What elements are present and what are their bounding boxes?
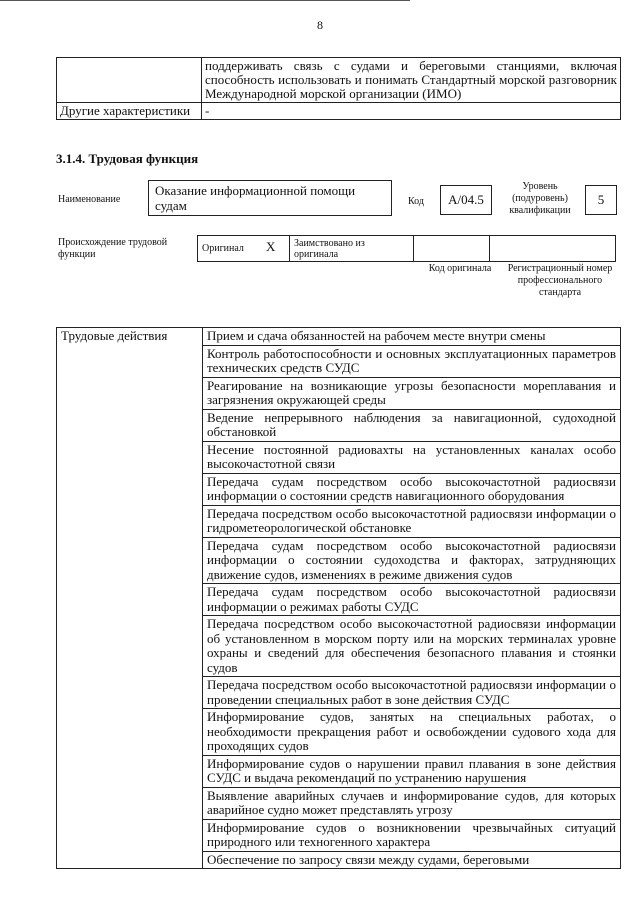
row-label: Другие характеристики bbox=[57, 103, 202, 120]
original-mark: X bbox=[266, 239, 276, 254]
origin-label: Происхождение трудовой функции bbox=[58, 237, 168, 260]
row-text: - bbox=[202, 103, 621, 120]
original-cell bbox=[198, 236, 290, 262]
labor-action-item: Несение постоянной радиовахты на установленных каналах особо высокочастотной связи bbox=[203, 441, 621, 473]
labor-action-item: Передача судам посредством особо высокочастотной радиосвязи информации о состоянии средств навигационного оборудования bbox=[203, 473, 621, 505]
level-box bbox=[585, 185, 617, 215]
continuation-table bbox=[56, 57, 621, 120]
section-title: 3.1.4. Трудовая функция bbox=[56, 151, 199, 166]
labor-action-item: Контроль работоспособности и основных эксплуатационных параметров технических средств СУДС bbox=[203, 345, 621, 377]
labor-action-item: Информирование судов, занятых на специальных работах, о необходимости прекращения работ и освобождении судового хода для проходящих судов bbox=[203, 709, 621, 756]
labor-action-item: Ведение непрерывного наблюдения за навигационной, судоходной обстановкой bbox=[203, 409, 621, 441]
code-box bbox=[440, 185, 492, 215]
labor-action-item: Информирование судов о возникновении чрезвычайных ситуаций природного или техногенного характера bbox=[203, 819, 621, 851]
origin-table bbox=[197, 235, 616, 262]
labor-action-item: Передача посредством особо высокочастотной радиосвязи информации об установленном в морском порту или на морских терминалах уровне охраны и сведений для обеспечения безопасного плавания и стоянки судов bbox=[203, 616, 621, 677]
original-label: Оригинал bbox=[202, 243, 244, 254]
labor-action-item: Прием и сдача обязанностей на рабочем месте внутри смены bbox=[203, 328, 621, 346]
labor-action-item: Передача судам посредством особо высокочастотной радиосвязи информации о режимах работы СУДС bbox=[203, 584, 621, 616]
table-row bbox=[57, 58, 621, 103]
table-row bbox=[57, 103, 621, 120]
labor-action-item: Реагирование на возникающие угрозы безопасности мореплавания и загрязнения окружающей среды bbox=[203, 377, 621, 409]
labor-action-item: Передача судам посредством особо высокочастотной радиосвязи информации о состоянии судоходства и факторах, затрудняющих движение судов, изменениях в режиме движения судов bbox=[203, 537, 621, 584]
labor-actions-table bbox=[56, 327, 621, 869]
labor-action-item: Выявление аварийных случаев и информирование судов, для которых аварийное судно может представлять угрозу bbox=[203, 787, 621, 819]
labor-action-item: Передача посредством особо высокочастотной радиосвязи информации о проведении специальных работ в зоне действия СУДС bbox=[203, 677, 621, 709]
code-value: A/04.5 bbox=[448, 192, 484, 207]
row-text: поддерживать связь с судами и береговыми станциями, включая способность использовать и понимать Стандартный морской разговорник Международной морской организации (ИМО) bbox=[202, 58, 621, 103]
table-row bbox=[57, 328, 621, 346]
level-value: 5 bbox=[597, 192, 605, 207]
level-label: Уровень (подуровень) квалификации bbox=[509, 181, 571, 216]
labor-action-item: Информирование судов о нарушении правил плавания в зоне действия СУДС и выдача рекомендаций по устранению нарушения bbox=[203, 755, 621, 787]
page-number: 8 bbox=[317, 18, 323, 32]
code-original-cell bbox=[414, 236, 490, 262]
labor-actions-label: Трудовые действия bbox=[57, 328, 203, 869]
borrowed-cell bbox=[290, 236, 414, 262]
code-original-caption: Код оригинала bbox=[428, 263, 492, 274]
row-label bbox=[57, 58, 202, 103]
borrowed-label: Заимствовано из оригинала bbox=[294, 237, 365, 260]
reg-number-caption: Регистрационный номер профессионального стандарта bbox=[507, 263, 613, 298]
labor-action-item: Обеспечение по запросу связи между судами, береговыми bbox=[203, 851, 621, 869]
reg-number-cell bbox=[490, 236, 616, 262]
labor-action-item: Передача посредством особо высокочастотной радиосвязи информации о гидрометеорологической обстановке bbox=[203, 505, 621, 537]
top-rule bbox=[0, 0, 410, 1]
function-name-box bbox=[148, 180, 392, 216]
name-label: Наименование bbox=[58, 194, 121, 205]
function-name: Оказание информационной помощи судам bbox=[155, 183, 356, 213]
code-label: Код bbox=[408, 196, 424, 207]
